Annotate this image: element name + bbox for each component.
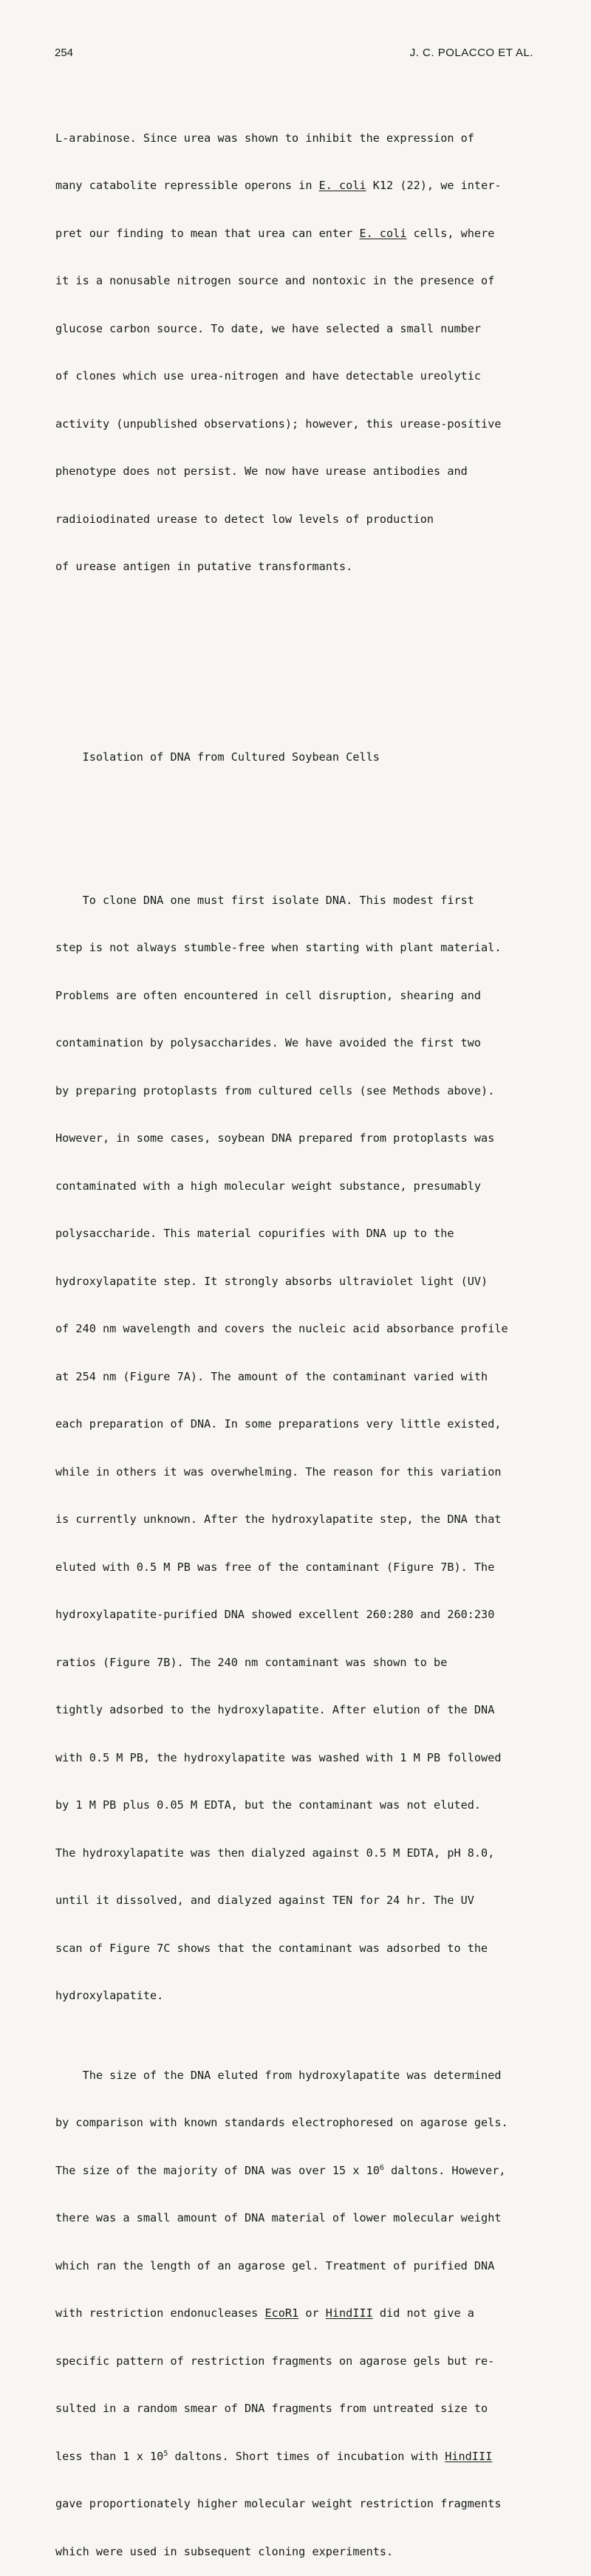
enzyme-name: HindIII	[445, 2449, 493, 2463]
body-line: gave proportionately higher molecular weight restriction fragments	[55, 2497, 502, 2510]
body-line: The hydroxylapatite was then dialyzed against 0.5 M EDTA, pH 8.0,	[55, 1846, 495, 1860]
body-line: which were used in subsequent cloning experiments.	[55, 2544, 394, 2558]
body-line: However, in some cases, soybean DNA prepared from protoplasts was	[55, 1131, 495, 1145]
body-line: which ran the length of an agarose gel. Treatment of purified DNA	[55, 2258, 495, 2272]
body-line: each preparation of DNA. In some preparations very little existed,	[55, 1417, 502, 1431]
species-name: E. coli	[359, 226, 407, 240]
body-line: there was a small amount of DNA material of lower molecular weight	[55, 2211, 502, 2224]
body-line: L-arabinose. Since urea was shown to inhibit the expression of	[55, 131, 474, 145]
body-line: polysaccharide. This material copurifies with DNA up to the	[55, 1227, 454, 1240]
body-line: with 0.5 M PB, the hydroxylapatite was washed with 1 M PB followed	[55, 1750, 502, 1764]
page-header	[55, 47, 533, 64]
body-line: hydroxylapatite.	[55, 1989, 164, 2002]
body-line: tightly adsorbed to the hydroxylapatite. After elution of the DNA	[55, 1703, 495, 1716]
body-line: eluted with 0.5 M PB was free of the contaminant (Figure 7B). The	[55, 1560, 495, 1574]
species-name: E. coli	[318, 179, 366, 192]
body-line: ratios (Figure 7B). The 240 nm contaminant was shown to be	[55, 1655, 448, 1669]
body-line: Problems are often encountered in cell disruption, shearing and	[55, 988, 482, 1002]
body-line: many catabolite repressible operons in E. coli K12 (22), we inter-	[55, 179, 502, 192]
body-line: while in others it was overwhelming. The reason for this variation	[55, 1465, 502, 1479]
body-line: radioiodinated urease to detect low levels of production	[55, 512, 434, 526]
page-body	[55, 83, 573, 2576]
body-line: with restriction endonucleases EcoR1 or HindIII did not give a	[55, 2306, 474, 2320]
body-line: step is not always stumble-free when starting with plant material.	[55, 941, 502, 954]
page-number: 254	[55, 47, 74, 59]
body-line: it is a nonusable nitrogen source and nontoxic in the presence of	[55, 274, 495, 287]
body-line: less than 1 x $10^5$ daltons. Short times of incubation with HindIII	[55, 2449, 493, 2463]
body-line: phenotype does not persist. We now have urease antibodies and	[55, 465, 468, 478]
body-line: activity (unpublished observations); however, this urease-positive	[55, 417, 502, 431]
enzyme-name: HindIII	[325, 2306, 373, 2320]
body-line: by comparison with known standards electrophoresed on agarose gels.	[55, 2116, 508, 2129]
body-line: sulted in a random smear of DNA fragments from untreated size to	[55, 2402, 488, 2415]
body-line: contamination by polysaccharides. We have avoided the first two	[55, 1036, 482, 1049]
superscript-exponent: 5	[163, 2449, 168, 2458]
body-line: glucose carbon source. To date, we have selected a small number	[55, 321, 482, 335]
body-line: is currently unknown. After the hydroxylapatite step, the DNA that	[55, 1513, 502, 1526]
body-line: of urease antigen in putative transformants.	[55, 560, 353, 573]
body-line: by preparing protoplasts from cultured cells (see Methods above).	[55, 1083, 495, 1097]
body-line: at 254 nm (Figure 7A). The amount of the contaminant varied with	[55, 1369, 488, 1383]
section-heading: Isolation of DNA from Cultured Soybean Cells	[82, 750, 380, 764]
running-head: J. C. POLACCO ET AL.	[409, 47, 533, 59]
body-line: of clones which use urea-nitrogen and have detectable ureolytic	[55, 369, 482, 383]
body-line: specific pattern of restriction fragments on agarose gels but re-	[55, 2354, 495, 2368]
body-line: The size of the DNA eluted from hydroxylapatite was determined	[82, 2068, 502, 2082]
body-line: To clone DNA one must first isolate DNA. This modest first	[82, 893, 474, 907]
enzyme-name: EcoR1	[264, 2306, 299, 2320]
body-line: scan of Figure 7C shows that the contaminant was adsorbed to the	[55, 1941, 488, 1955]
superscript-exponent: 6	[379, 2163, 384, 2172]
body-line: hydroxylapatite step. It strongly absorbs ultraviolet light (UV)	[55, 1274, 488, 1288]
body-line: The size of the majority of DNA was over 15 x $10^6$ daltons. However,	[55, 2163, 506, 2177]
body-line: contaminated with a high molecular weight substance, presumably	[55, 1179, 482, 1193]
body-line: by 1 M PB plus 0.05 M EDTA, but the contaminant was not eluted.	[55, 1798, 482, 1812]
body-line: hydroxylapatite-purified DNA showed excellent 260:280 and 260:230	[55, 1608, 495, 1621]
body-line: until it dissolved, and dialyzed against TEN for 24 hr. The UV	[55, 1894, 474, 1907]
body-line: of 240 nm wavelength and covers the nucleic acid absorbance profile	[55, 1322, 508, 1335]
body-line: pret our finding to mean that urea can enter E. coli cells, where	[55, 226, 495, 240]
